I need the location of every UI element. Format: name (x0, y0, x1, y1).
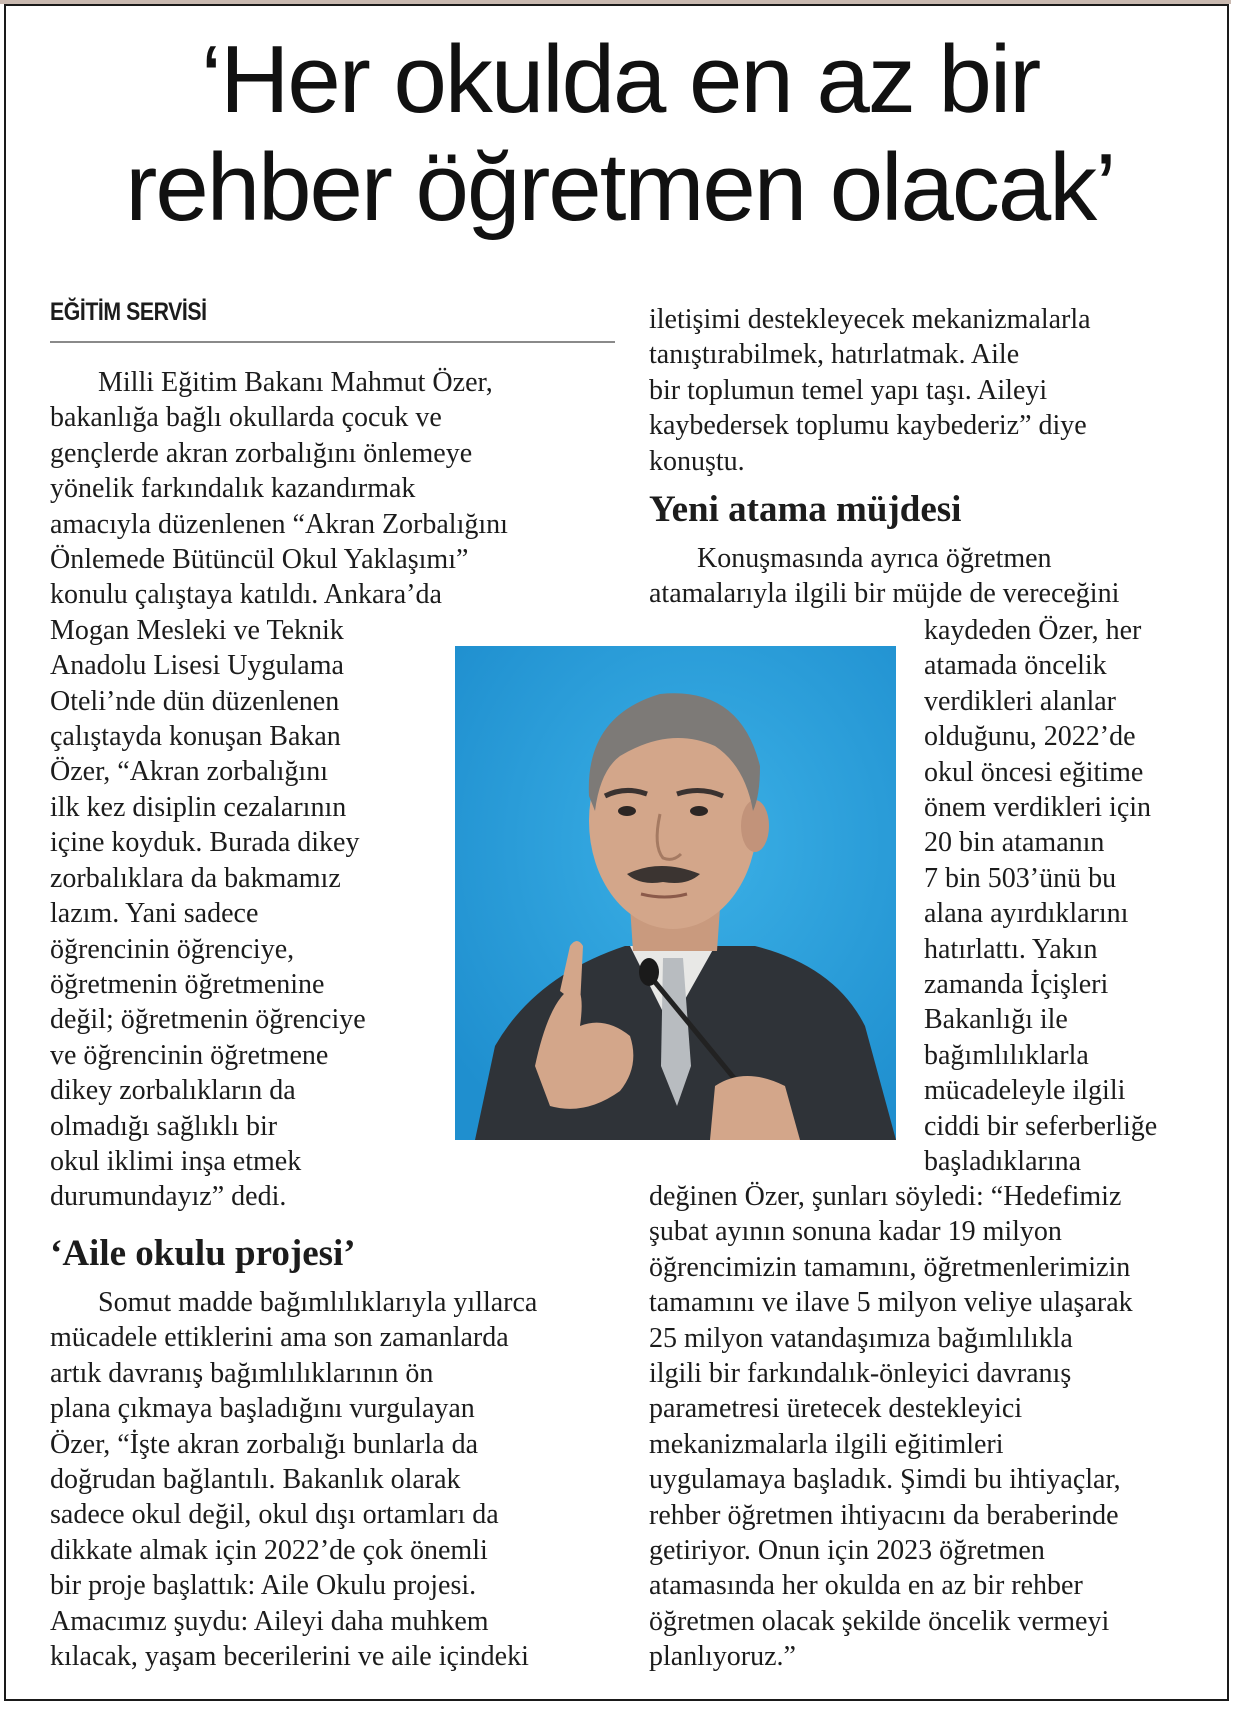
text-line: dikey zorbalıkların da (50, 1075, 296, 1107)
text-line: öğretmen olacak şekilde öncelik vermeyi (649, 1605, 1110, 1637)
text-line: bakanlığa bağlı okullarda çocuk ve (50, 402, 442, 434)
text-line: iletişimi destekleyecek mekanizmalarla (649, 304, 1091, 335)
text-line: şubat ayının sonuna kadar 19 milyon (649, 1216, 1062, 1248)
subhead-aile-okulu: ‘Aile okulu projesi’ (50, 1233, 356, 1274)
text-line: Bakanlığı ile (924, 1004, 1068, 1036)
headline-line-2: rehber öğretmen olacak’ (125, 134, 1115, 241)
text-line: olmadığı sağlıklı bir (50, 1110, 278, 1142)
right-column-continuation (649, 302, 1219, 479)
text-line: kaybedersek toplumu kaybederiz” diye (649, 410, 1087, 442)
text-line: atamalarıyla ilgili bir müjde de vereceğini (649, 578, 1120, 610)
page-edge (1231, 0, 1247, 1709)
text-line: hatırlattı. Yakın (924, 933, 1098, 965)
text-line: başladıklarına (924, 1146, 1082, 1178)
text-line: Özer, “Akran zorbalığını (50, 756, 328, 788)
text-line: zorbalıklara da bakmamız (50, 862, 341, 894)
text-line: kaydeden Özer, her (924, 615, 1142, 646)
text-line: Konuşmasında ayrıca öğretmen (697, 543, 1052, 574)
text-line: alana ayırdıklarını (924, 898, 1129, 930)
text-line: konulu çalıştaya katıldı. Ankara’da (50, 579, 442, 611)
text-line: sadece okul değil, okul dışı ortamları da (50, 1499, 499, 1531)
text-line: ciddi bir seferberliğe (924, 1110, 1158, 1142)
text-line: okul öncesi eğitime (924, 756, 1144, 788)
text-line: durumundayız” dedi. (50, 1181, 287, 1213)
text-line: atamasında her okulda en az bir rehber (649, 1570, 1083, 1602)
minister-photo-illustration (455, 646, 896, 1140)
text-line: planlıyoruz.” (649, 1641, 796, 1673)
text-line: bağımlılıklarla (924, 1039, 1089, 1071)
text-line: mücadele ettiklerini ama son zamanlarda (50, 1322, 509, 1354)
byline-rule (50, 341, 615, 343)
text-line: plana çıkmaya başladığını vurgulayan (50, 1393, 475, 1425)
text-line: olduğunu, 2022’de (924, 721, 1136, 753)
text-line: Milli Eğitim Bakanı Mahmut Özer, (98, 367, 493, 398)
text-line: verdikleri alanlar (924, 685, 1117, 717)
text-line: bir toplumun temel yapı taşı. Aileyi (649, 374, 1048, 406)
text-line: değinen Özer, şunları söyledi: “Hedefimiz (649, 1181, 1122, 1212)
right-column-paragraph-narrow (924, 613, 1224, 1180)
byline: EĞİTİM SERVİSİ (50, 298, 207, 326)
text-line: artık davranış bağımlılıklarının ön (50, 1357, 434, 1389)
text-line: 20 bin atamanın (924, 827, 1105, 859)
text-line: ilk kez disiplin cezalarının (50, 791, 347, 823)
text-line: Somut madde bağımlılıklarıyla yıllarca (98, 1287, 538, 1318)
left-column-paragraph-2 (50, 1285, 620, 1674)
text-line: Anadolu Lisesi Uygulama (50, 650, 344, 682)
text-line: 7 bin 503’ünü bu (924, 862, 1117, 894)
text-line: konuştu. (649, 445, 745, 477)
text-line: atamada öncelik (924, 650, 1107, 682)
text-line: ve öğrencinin öğretmene (50, 1039, 329, 1071)
text-line: mücadeleyle ilgili (924, 1075, 1126, 1107)
text-line: ilgili bir farkındalık-önleyici davranış (649, 1358, 1072, 1390)
text-line: önem verdikleri için (924, 792, 1152, 824)
text-line: bir proje başlattık: Aile Okulu projesi. (50, 1570, 477, 1602)
text-line: tanıştırabilmek, hatırlatmak. Aile (649, 339, 1020, 371)
text-line: içine koyduk. Burada dikey (50, 827, 360, 859)
minister-photo (455, 646, 896, 1140)
text-line: Amacımız şuydu: Aileyi daha muhkem (50, 1605, 489, 1637)
text-line: lazım. Yani sadece (50, 898, 259, 930)
text-line: mekanizmalarla ilgili eğitimleri (649, 1428, 1004, 1460)
right-column-paragraph-end (649, 1179, 1219, 1675)
text-line: öğrencinin öğrenciye, (50, 933, 295, 965)
text-line: Özer, “İşte akran zorbalığı bunlarla da (50, 1428, 478, 1460)
subhead-yeni-atama: Yeni atama müjdesi (649, 489, 962, 530)
text-line: Oteli’nde dün düzenlenen (50, 685, 340, 717)
text-line: rehber öğretmen ihtiyacını da beraberinde (649, 1499, 1119, 1531)
text-line: uygulamaya başladık. Şimdi bu ihtiyaçlar, (649, 1464, 1121, 1496)
right-column-paragraph-full (649, 541, 1219, 612)
text-line: tamamını ve ilave 5 milyon veliye ulaşarak (649, 1287, 1133, 1319)
text-line: yönelik farkındalık kazandırmak (50, 473, 416, 505)
text-line: getiriyor. Onun için 2023 öğretmen (649, 1535, 1045, 1567)
text-line: parametresi üretecek destekleyici (649, 1393, 1023, 1425)
text-line: dikkate almak için 2022’de çok önemli (50, 1534, 488, 1566)
text-line: Önlemede Bütüncül Okul Yaklaşımı” (50, 544, 469, 576)
text-line: doğrudan bağlantılı. Bakanlık olarak (50, 1464, 461, 1496)
text-line: zamanda İçişleri (924, 969, 1109, 1001)
article-headline (30, 26, 1210, 242)
text-line: öğretmenin öğretmenine (50, 968, 325, 1000)
text-line: 25 milyon vatandaşımıza bağımlılıkla (649, 1322, 1073, 1354)
text-line: Mogan Mesleki ve Teknik (50, 614, 344, 646)
text-line: çalıştayda konuşan Bakan (50, 721, 341, 753)
text-line: değil; öğretmenin öğrenciye (50, 1004, 366, 1036)
text-line: gençlerde akran zorbalığını önlemeye (50, 437, 473, 469)
text-line: kılacak, yaşam becerilerini ve aile içindeki (50, 1641, 529, 1673)
text-line: amacıyla düzenlenen “Akran Zorbalığını (50, 508, 508, 540)
text-line: okul iklimi inşa etmek (50, 1145, 302, 1177)
text-line: öğrencimizin tamamını, öğretmenlerimizin (649, 1251, 1131, 1283)
headline-line-1: ‘Her okulda en az bir (200, 26, 1040, 133)
